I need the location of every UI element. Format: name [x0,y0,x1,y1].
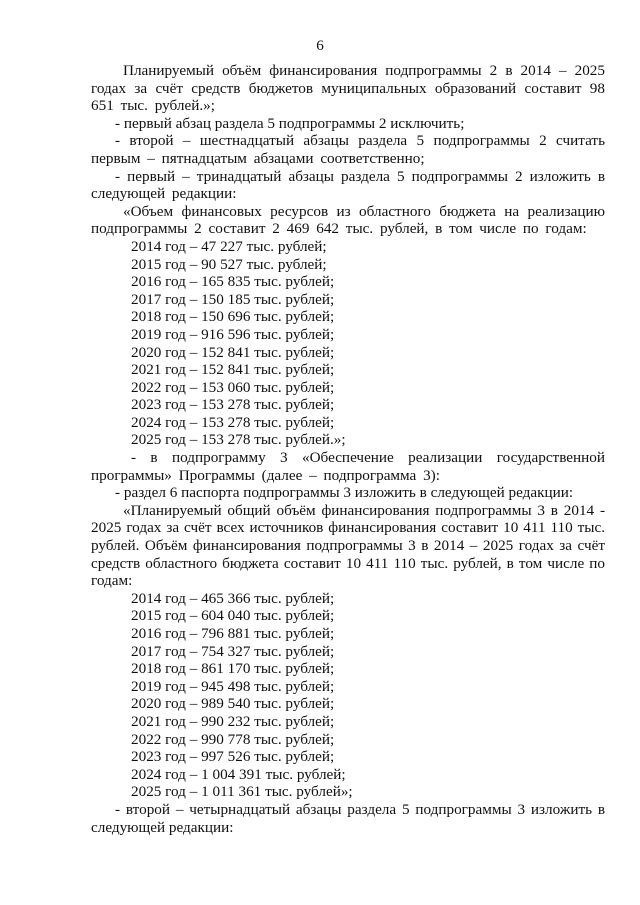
year-list-subprogram-2 [91,238,605,449]
paragraph-section-6: - раздел 6 паспорта подпрограммы 3 изложить в следующей редакции: [115,484,574,502]
paragraph-renumber: - второй – шестнадцатый абзацы раздела 5 подпрограммы 2 считать первым – пятнадцатым абзацами соответственно; [91,132,605,167]
year-line: 2022 год – 153 060 тыс. рублей; [131,378,335,396]
year-line: 2020 год – 989 540 тыс. рублей; [131,695,335,713]
year-line: 2022 год – 990 778 тыс. рублей; [131,730,335,748]
year-line: 2021 год – 152 841 тыс. рублей; [131,361,335,379]
document-body [91,62,605,836]
year-line: 2016 год – 796 881 тыс. рублей; [131,625,335,642]
year-line: 2023 год – 153 278 тыс. рублей; [131,396,335,414]
paragraph-total-financing: «Планируемый общий объём финансирования подпрограммы 3 в 2014 - 2025 годах за счёт всех источников финансирования составит 10 411 110 тыс. рублей. Объём финансирования подпрограммы 3 в 2014 – 2025 годах за счёт средств областного бюджета составит 10 411 110 тыс. рублей, в том числе по годам: [91,501,605,590]
year-line: 2015 год – 604 040 тыс. рублей; [131,607,335,625]
year-line: 2019 год – 916 596 тыс. рублей; [131,325,335,343]
year-line: 2024 год – 1 004 391 тыс. рублей; [131,765,346,783]
year-line: 2015 год – 90 527 тыс. рублей; [131,255,327,273]
paragraph-restate: - первый – тринадцатый абзацы раздела 5 подпрограммы 2 изложить в следующей редакции: [91,167,605,203]
year-line: 2019 год – 945 498 тыс. рублей; [131,677,335,695]
year-line: 2014 год – 465 366 тыс. рублей; [131,589,335,607]
year-line: 2020 год – 152 841 тыс. рублей; [131,343,335,361]
year-line: 2017 год – 754 327 тыс. рублей; [131,642,335,660]
paragraph-restate-section-5: - второй – четырнадцатый абзацы раздела 5 подпрограммы 3 изложить в следующей редакции: [91,800,605,836]
year-line: 2014 год – 47 227 тыс. рублей; [131,237,327,255]
paragraph-regional-budget: «Объем финансовых ресурсов из областного бюджета на реализацию подпрограммы 2 составит 2 469 642 тыс. рублей, в том числе по годам: [91,202,605,238]
year-line: 2018 год – 150 696 тыс. рублей; [131,308,335,326]
year-line: 2017 год – 150 185 тыс. рублей; [131,290,335,308]
paragraph-financing-municipal: Планируемый объём финансирования подпрограммы 2 в 2014 – 2025 годах за счёт средств бюджетов муниципальных образований составит 98 651 тыс. рублей.»; [91,62,605,115]
year-line: 2025 год – 1 011 361 тыс. рублей»; [131,783,353,801]
year-line: 2016 год – 165 835 тыс. рублей; [131,273,335,291]
paragraph-subprogram-3: - в подпрограмму 3 «Обеспечение реализации государственной программы» Программы (далее – подпрограмма 3): [91,449,605,484]
year-line: 2025 год – 153 278 тыс. рублей.»; [131,431,346,449]
year-line: 2024 год – 153 278 тыс. рублей; [131,413,335,431]
year-list-subprogram-3 [91,590,605,801]
paragraph-exclude-first: - первый абзац раздела 5 подпрограммы 2 исключить; [115,114,465,132]
year-line: 2023 год – 997 526 тыс. рублей; [131,748,335,766]
year-line: 2021 год – 990 232 тыс. рублей; [131,712,335,730]
year-line: 2018 год – 861 170 тыс. рублей; [131,660,335,678]
page-number: 6 [316,37,324,54]
